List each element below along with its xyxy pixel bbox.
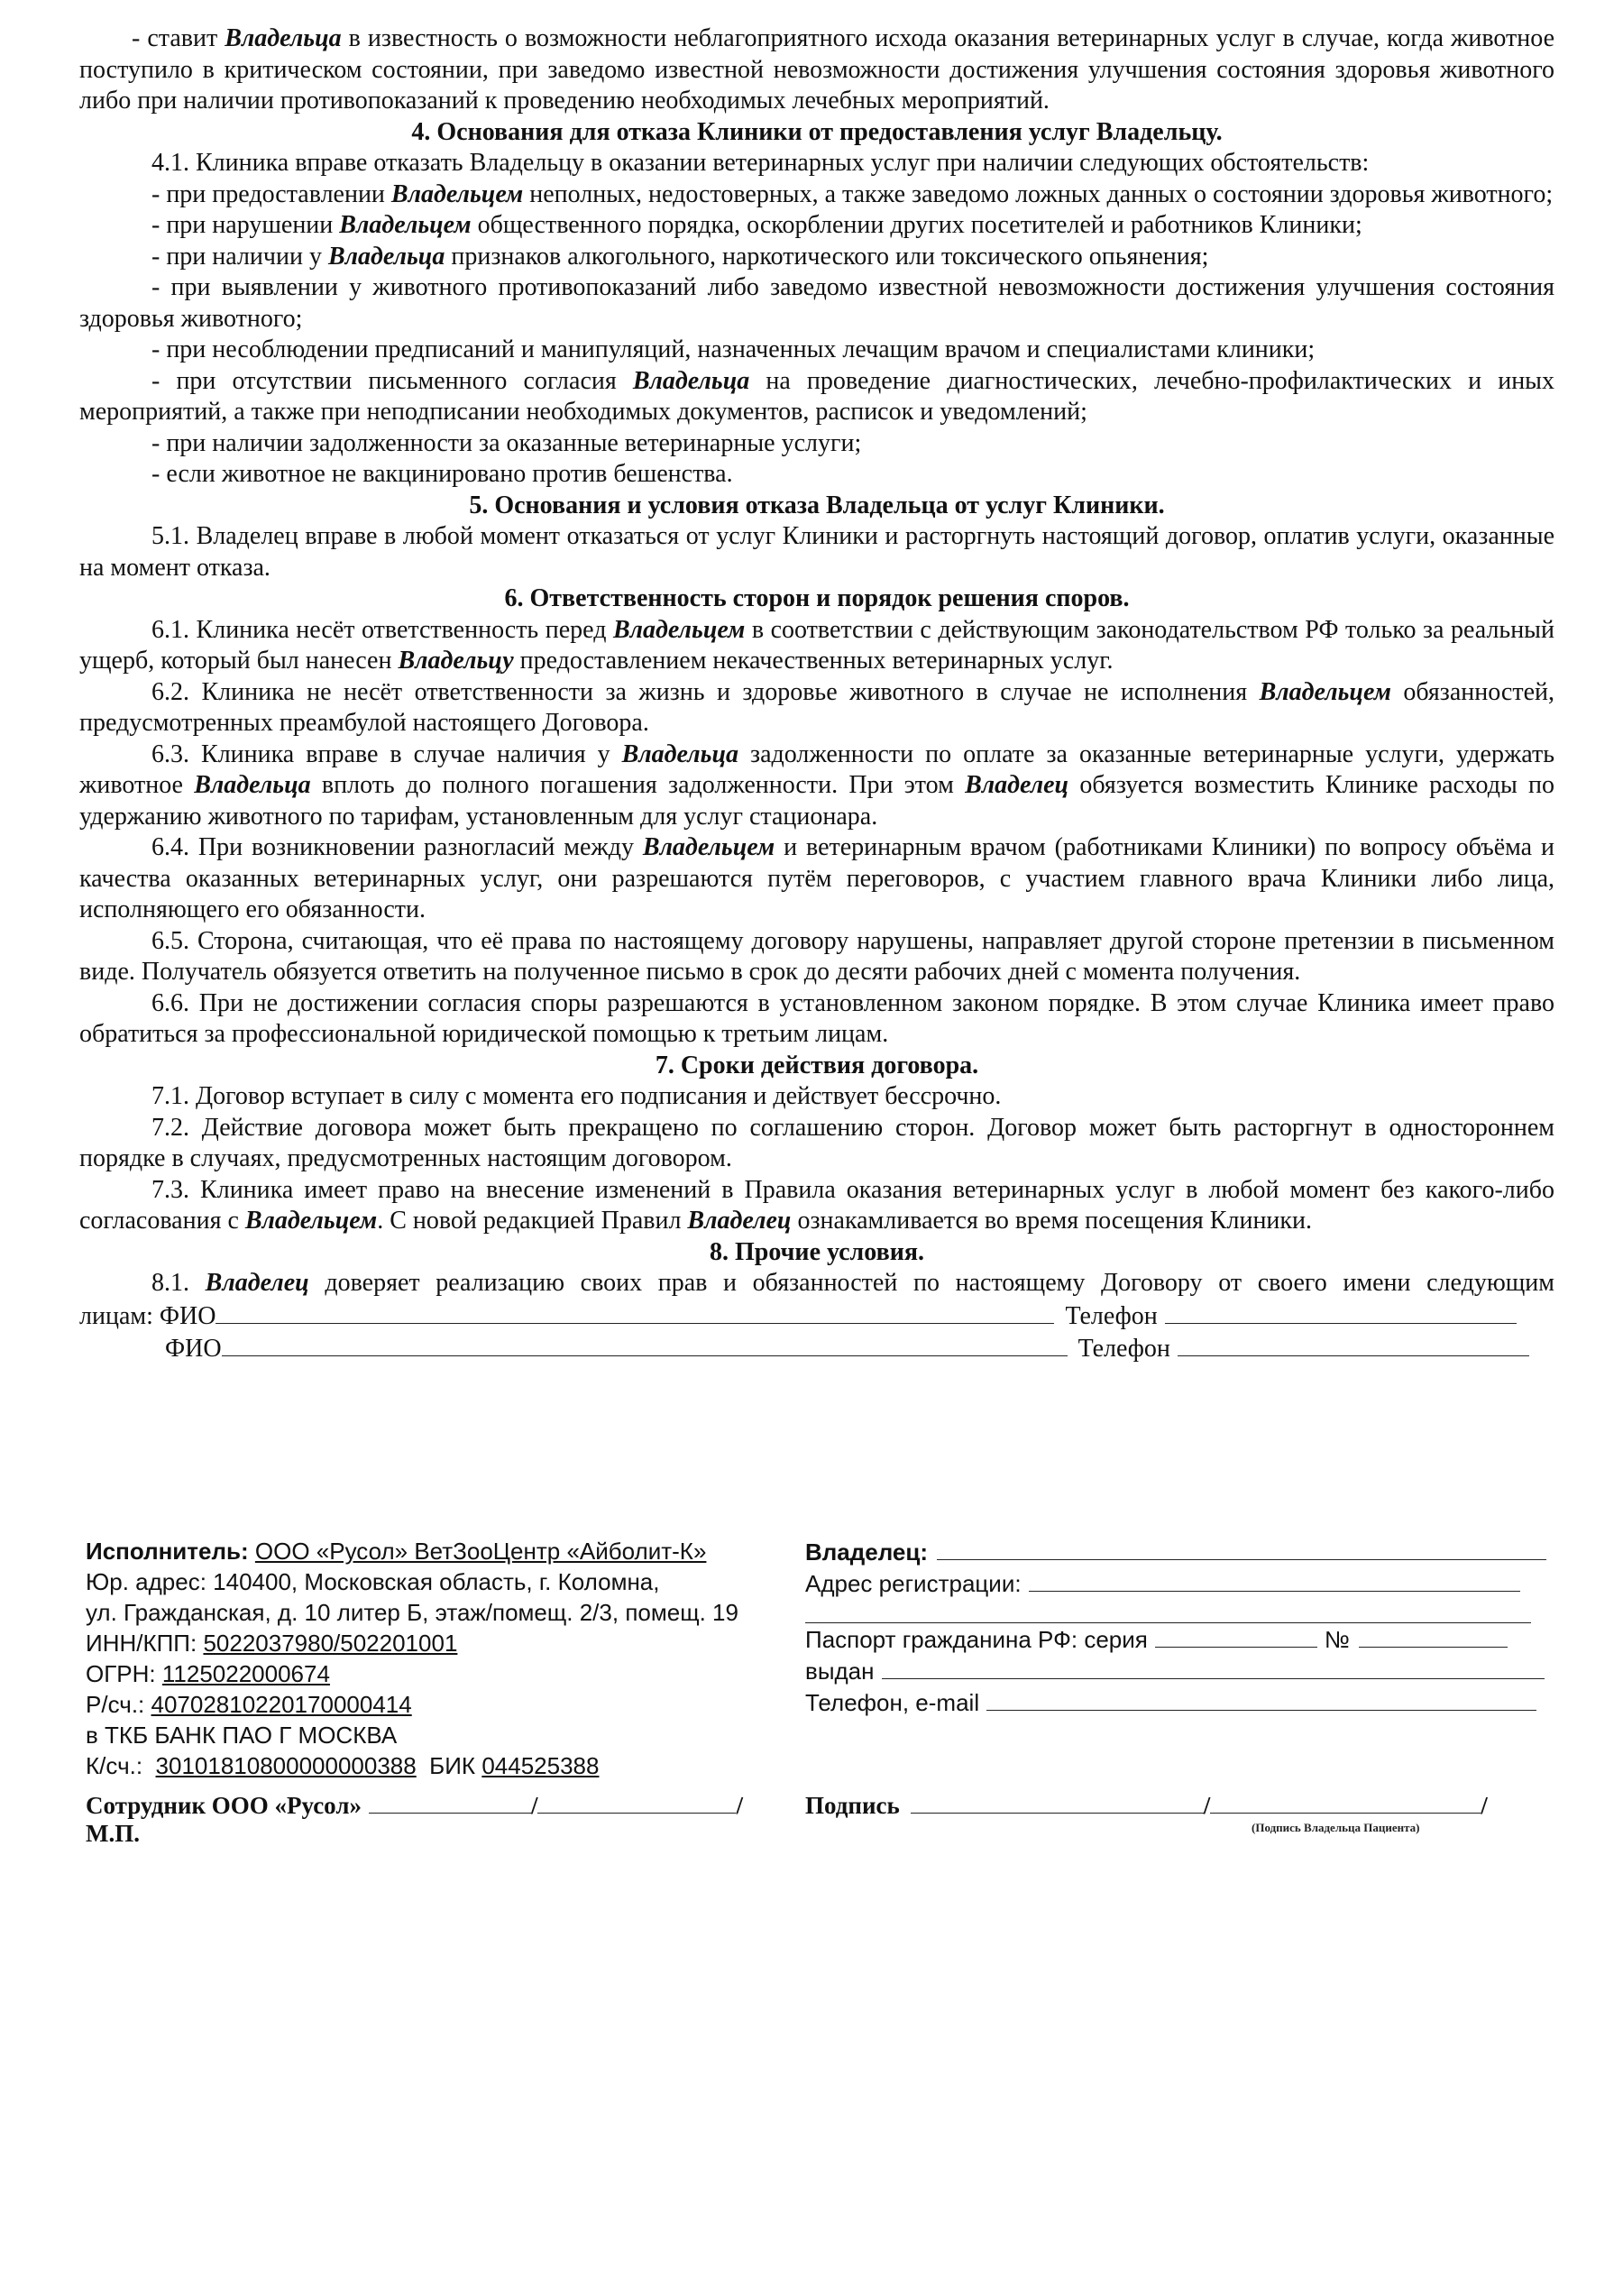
text: 6.1. Клиника несёт ответственность перед — [151, 615, 613, 644]
executor-rs-line — [86, 1689, 807, 1720]
phone-line[interactable] — [1165, 1300, 1517, 1324]
trusted-person-row — [79, 1300, 1554, 1333]
text: на проведение диагностических, лечебно-профилактических и иных мероприятий, а также при неподписании необходимых документов, расписок и уведомлений; — [79, 366, 1554, 426]
fio-line[interactable] — [222, 1332, 1068, 1356]
section-7-title: 7. Сроки действия договора. — [655, 1051, 979, 1079]
owner-name-line[interactable] — [937, 1536, 1546, 1560]
clause-6-1 — [79, 615, 1554, 677]
text: 6.2. Клиника не несёт ответственности за жизнь и здоровье животного в случае не исполнения — [151, 677, 1260, 706]
text: . С новой редакцией Правил — [377, 1207, 688, 1235]
owner-address-line[interactable] — [1029, 1567, 1520, 1592]
inn-label: ИНН/КПП: — [86, 1630, 204, 1657]
text: - при предоставлении — [151, 179, 391, 208]
slash: / — [530, 1792, 538, 1819]
intro-paragraph — [79, 23, 1554, 117]
section-4-title: 4. Основания для отказа Клиники от предоставления услуг Владельцу. — [411, 117, 1223, 146]
ks-label: К/сч.: — [86, 1752, 156, 1779]
phone-label: Телефон — [1077, 1335, 1170, 1363]
executor-bank: в ТКБ БАНК ПАО Г МОСКВА — [86, 1722, 398, 1749]
owner-word: Владельцем — [244, 1207, 378, 1235]
clause-8-1 — [79, 1268, 1554, 1300]
owner-signature-line[interactable] — [911, 1789, 1204, 1814]
contract-body — [79, 23, 1554, 1365]
owner-word: Владельцем — [1259, 677, 1391, 706]
text: - при отсутствии письменного согласия — [151, 366, 633, 395]
owner-passport-row — [805, 1623, 1554, 1655]
text: признаков алкогольного, наркотического или токсического опьянения; — [445, 242, 1209, 271]
owner-word: Владельца — [327, 242, 445, 271]
text: в известность о возможности неблагоприятного исхода оказания ветеринарных услуг в случае, когда животное поступило в критическом состоянии, при заведомо известной невозможности достижения улучшения состояния здоровья животного либо при наличии противопоказаний к проведению необходимых лечебных мероприятий. — [79, 24, 1555, 115]
clause-6-5: 6.5. Сторона, считающая, что её права по настоящему договору нарушены, направляет другой стороне претензии в письменном виде. Получатель обязуется ответить на полученное письмо в срок до десяти рабочих дней с момента получения. — [79, 926, 1554, 986]
passport-label: Паспорт гражданина РФ: серия — [805, 1626, 1148, 1653]
owner-word: Владельца — [632, 366, 750, 395]
owner-address-line-2[interactable] — [805, 1599, 1531, 1623]
owner-signature-row — [805, 1789, 1488, 1820]
signature-note: (Подпись Владельца Пациента) — [1252, 1821, 1420, 1834]
text: в соответствии с действующим законодательством РФ только за реальный ущерб, который был нанесен — [79, 615, 1554, 675]
text: - при наличии у — [151, 242, 328, 271]
employee-signature-row — [86, 1789, 743, 1820]
owner-word: Владелец — [965, 771, 1069, 799]
owner-label: Владелец: — [805, 1538, 928, 1566]
owner-address-row-2 — [805, 1599, 1554, 1623]
stamp-place: М.П. — [86, 1820, 140, 1847]
clause-4-1-item — [79, 366, 1554, 428]
rs-label: Р/сч.: — [86, 1691, 151, 1718]
owner-name-signature-line[interactable] — [1210, 1789, 1481, 1814]
phone-label: Телефон — [1065, 1301, 1158, 1330]
owner-word: Владелец — [687, 1207, 792, 1235]
fio-label: ФИО — [165, 1335, 222, 1363]
text: и ветеринарным врачом (работниками Клиники) по вопросу объёма и качества оказанных ветеринарных услуг, они разрешаются путём переговоров, с участием главного врача Клиники либо лица, исполняющего его обязанности. — [79, 833, 1555, 923]
text: вплоть до полного погашения задолженности. При этом — [310, 771, 966, 799]
clause-7-1: 7.1. Договор вступает в силу с момента его подписания и действует бессрочно. — [151, 1082, 1002, 1110]
owner-word: Владелец — [205, 1269, 309, 1297]
owner-word: Владельцем — [642, 833, 775, 861]
passport-number-line[interactable] — [1359, 1623, 1508, 1648]
text: обязуется возместить Клинике расходы по удержанию животного по тарифам, установленным для услуг стационара. — [79, 771, 1554, 831]
text: общественного порядка, оскорблении других посетителей и работников Клиники; — [471, 211, 1362, 239]
ogrn-value: 1125022000674 — [161, 1660, 330, 1687]
section-8-title: 8. Прочие условия. — [710, 1237, 924, 1266]
owner-name-row — [805, 1536, 1554, 1567]
clause-6-3 — [79, 739, 1554, 833]
employee-label: Сотрудник ООО «Русол» — [86, 1792, 362, 1819]
executor-ks-line — [86, 1750, 807, 1781]
section-5-title: 5. Основания и условия отказа Владельца от услуг Клиники. — [469, 491, 1165, 519]
clause-4-1-item: - при несоблюдении предписаний и манипуляций, назначенных лечащим врачом и специалистами клиники; — [151, 335, 1316, 363]
employee-name-line[interactable] — [537, 1789, 736, 1814]
text: доверяет реализацию своих прав и обязанностей по настоящему Договору от своего имени следующим — [308, 1269, 1554, 1297]
owner-word: Владельцем — [339, 211, 472, 239]
text: - при нарушении — [151, 211, 340, 239]
owner-word: Владельцу — [398, 647, 514, 675]
owner-address-label: Адрес регистрации: — [805, 1570, 1022, 1597]
owner-requisites — [805, 1536, 1554, 1718]
text: задолженности по оплате за оказанные ветеринарные услуги, удержать животное — [79, 739, 1554, 799]
text: 6.3. Клиника вправе в случае наличия у — [151, 739, 622, 768]
clause-6-4 — [79, 832, 1554, 926]
executor-requisites — [86, 1536, 807, 1781]
owner-word: Владельца — [621, 739, 739, 768]
rs-value: 40702810220170000414 — [151, 1691, 412, 1718]
fio-label: лицам: ФИО — [79, 1301, 216, 1330]
clause-4-1-item: - при выявлении у животного противопоказаний либо заведомо известной невозможности достижения улучшения состояния здоровья животного; — [79, 273, 1554, 333]
owner-phone-line[interactable] — [986, 1686, 1536, 1711]
issued-label: выдан — [805, 1658, 875, 1685]
executor-line — [86, 1536, 807, 1566]
text: 8.1. — [151, 1269, 206, 1297]
text: обязанностей, предусмотренных преамбулой настоящего Договора. — [79, 677, 1554, 737]
employee-signature-line[interactable] — [369, 1789, 531, 1814]
owner-issued-row — [805, 1655, 1554, 1686]
bik-label: БИК — [416, 1752, 482, 1779]
text: неполных, недостоверных, а также заведомо ложных данных о состоянии здоровья животного; — [523, 179, 1554, 208]
executor-label: Исполнитель: — [86, 1538, 249, 1565]
clause-4-1-item — [79, 242, 1554, 273]
clause-4-1-item: - при наличии задолженности за оказанные ветеринарные услуги; — [151, 428, 862, 457]
phone-line[interactable] — [1178, 1332, 1529, 1356]
owner-word: Владельцем — [390, 179, 524, 208]
text: 6.4. При возникновении разногласий между — [151, 833, 643, 861]
owner-word: Владельца — [225, 24, 342, 52]
ks-value: 30101810800000000388 — [155, 1752, 417, 1779]
clause-5-1: 5.1. Владелец вправе в любой момент отказаться от услуг Клиники и расторгнуть настоящий договор, оплатив услуги, оказанные на момент отказа. — [79, 522, 1554, 582]
slash: / — [1203, 1792, 1211, 1819]
clause-6-6: 6.6. При не достижении согласия споры разрешаются в установленном законом порядке. В этом случае Клиника имеет право обратиться за профессиональной юридической помощью к третьим лицам. — [79, 988, 1554, 1048]
owner-word: Владельцем — [613, 615, 746, 644]
clause-7-2: 7.2. Действие договора может быть прекращено по соглашению сторон. Договор может быть расторгнут в одностороннем порядке в случаях, предусмотренных настоящим договором. — [79, 1113, 1554, 1172]
owner-phone-row — [805, 1686, 1554, 1718]
fio-line[interactable] — [215, 1300, 1054, 1324]
passport-number-sign: № — [1324, 1626, 1350, 1653]
executor-address-2: ул. Гражданская, д. 10 литер Б, этаж/помещ. 2/3, помещ. 19 — [86, 1599, 738, 1626]
owner-address-row — [805, 1567, 1554, 1599]
text: 7.3. Клиника имеет право на внесение изменений в Правила оказания ветеринарных услуг в любой момент без какого-либо согласования с — [79, 1175, 1554, 1235]
clause-4-1: 4.1. Клиника вправе отказать Владельцу в оказании ветеринарных услуг при наличии следующих обстоятельств: — [151, 149, 1370, 177]
executor-ogrn-line — [86, 1658, 807, 1689]
executor-inn-line — [86, 1628, 807, 1658]
clause-6-2 — [79, 677, 1554, 739]
executor-address-1: Юр. адрес: 140400, Московская область, г. Коломна, — [86, 1568, 660, 1595]
owner-word: Владельца — [194, 771, 311, 799]
clause-7-3 — [79, 1175, 1554, 1237]
text: - ставит — [132, 24, 225, 52]
bik-value: 044525388 — [481, 1752, 600, 1779]
clause-4-1-item — [79, 179, 1554, 211]
slash: / — [1481, 1792, 1488, 1819]
slash: / — [736, 1792, 743, 1819]
inn-value: 5022037980/502201001 — [203, 1630, 458, 1657]
executor-name: ООО «Русол» ВетЗооЦентр «Айболит-К» — [254, 1538, 707, 1565]
owner-phone-label: Телефон, e-mail — [805, 1689, 980, 1716]
issued-line[interactable] — [882, 1655, 1545, 1679]
clause-4-1-item: - если животное не вакцинировано против бешенства. — [151, 460, 733, 488]
trusted-person-row — [79, 1332, 1554, 1365]
passport-series-line[interactable] — [1155, 1623, 1317, 1648]
clause-4-1-item — [79, 210, 1554, 242]
text: предоставлением некачественных ветеринарных услуг. — [513, 647, 1114, 675]
text: ознакамливается во время посещения Клиники. — [791, 1207, 1312, 1235]
signature-label: Подпись — [805, 1792, 900, 1819]
section-6-title: 6. Ответственность сторон и порядок решения споров. — [504, 584, 1130, 612]
ogrn-label: ОГРН: — [86, 1660, 162, 1687]
